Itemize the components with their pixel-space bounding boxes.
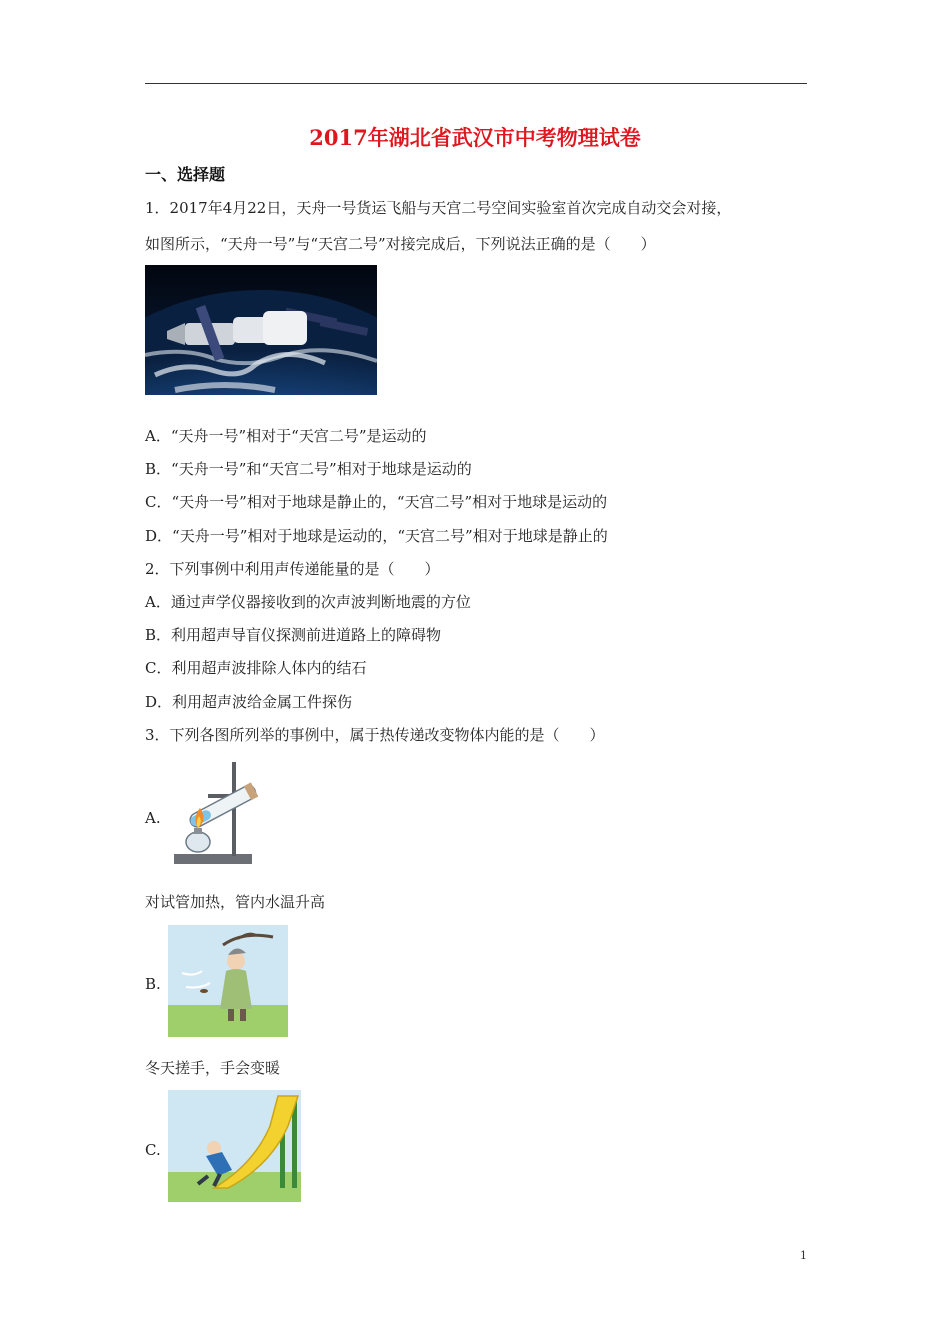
header-rule bbox=[145, 83, 807, 84]
q1-stem-line2: 如图所示，“天舟一号”与“天宫二号”对接完成后，下列说法正确的是（ ） bbox=[145, 235, 656, 253]
page-number: 1 bbox=[800, 1249, 807, 1262]
q3-option-a-label: A. bbox=[145, 809, 161, 827]
q3-option-b-caption: 冬天搓手，手会变暖 bbox=[145, 1059, 281, 1077]
q2-option-d: D．利用超声波给金属工件探伤 bbox=[145, 693, 353, 711]
rubbing-hands-image bbox=[168, 925, 288, 1037]
q1-option-c: C．“天舟一号”相对于地球是静止的，“天宫二号”相对于地球是运动的 bbox=[145, 493, 608, 511]
q1-option-d: D．“天舟一号”相对于地球是运动的，“天宫二号”相对于地球是静止的 bbox=[145, 527, 608, 545]
q2-option-a: A．通过声学仪器接收到的次声波判断地震的方位 bbox=[145, 593, 471, 611]
space-station-image bbox=[145, 265, 377, 395]
q3-stem: 3．下列各图所列举的事例中，属于热传递改变物体内能的是（ ） bbox=[145, 726, 605, 744]
q2-option-b: B．利用超声导盲仪探测前进道路上的障碍物 bbox=[145, 626, 442, 644]
q2-stem: 2．下列事例中利用声传递能量的是（ ） bbox=[145, 560, 440, 578]
page-title: 2017年湖北省武汉市中考物理试卷 bbox=[309, 125, 641, 150]
q3-option-c-label: C. bbox=[145, 1141, 161, 1159]
test-tube-heating-image bbox=[168, 758, 268, 876]
slide-image bbox=[168, 1090, 301, 1202]
q1-stem-line1: 1．2017年4月22日，天舟一号货运飞船与天宫二号空间实验室首次完成自动交会对接， bbox=[145, 199, 732, 217]
q3-option-b-label: B. bbox=[145, 975, 161, 993]
q2-option-c: C．利用超声波排除人体内的结石 bbox=[145, 659, 367, 677]
q1-option-b: B．“天舟一号”和“天宫二号”相对于地球是运动的 bbox=[145, 460, 472, 478]
q3-option-a-caption: 对试管加热，管内水温升高 bbox=[145, 893, 326, 911]
q1-option-a: A．“天舟一号”相对于“天宫二号”是运动的 bbox=[145, 427, 427, 445]
section-heading: 一、选择题 bbox=[145, 165, 226, 184]
